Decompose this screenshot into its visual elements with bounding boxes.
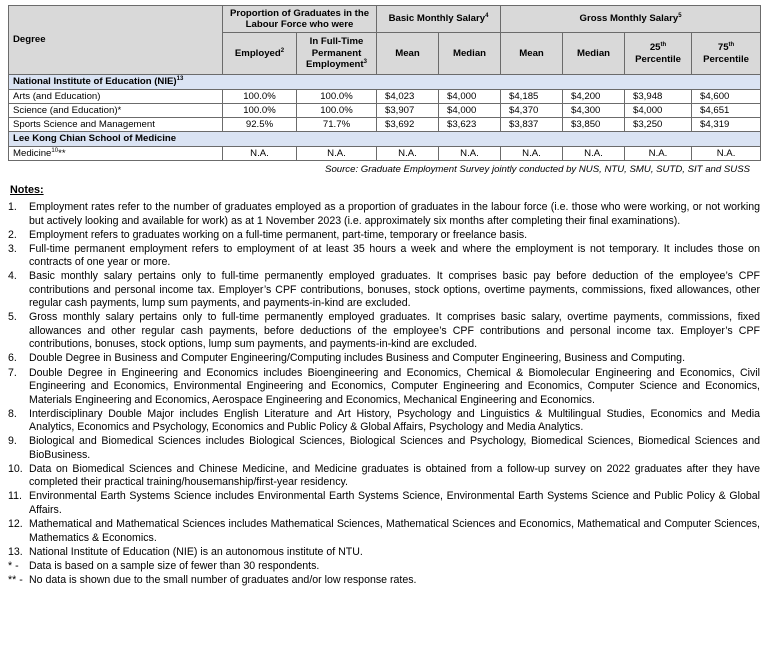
note-number: 13. [8,545,23,558]
note-text: Mathematical and Mathematical Sciences includes Mathematical Sciences, Mathematical Sciences and Economics, Mathematical and Computer Sciences, Mathematics & Economics. [29,518,760,544]
note-number: 1. [8,201,17,213]
note-item [8,518,760,545]
header-gross-mean: Mean [501,33,563,75]
section-title: Lee Kong Chian School of Medicine [9,132,761,147]
gross-p75-cell: $4,319 [692,118,761,132]
gross-p25-cell: $4,000 [625,104,692,118]
basic-mean-cell: $4,023 [377,90,439,104]
gross-p75-cell: $4,600 [692,90,761,104]
basic-median-cell: $3,623 [439,118,501,132]
header-gross-salary-group: Gross Monthly Salary$^5$ [501,6,761,33]
employed-cell: N.A. [223,147,297,161]
gross-median-cell: $4,200 [563,90,625,104]
table-row [9,104,761,118]
header-basic-mean: Mean [377,33,439,75]
note-text: Double Degree in Business and Computer Engineering/Computing includes Business and Computer Engineering, Business and Computing. [29,352,686,365]
header-degree: Degree [9,6,223,75]
notes-title: Notes: [10,184,44,196]
header-gross-p25: 25th Percentile [625,33,692,75]
basic-mean-cell: N.A. [377,147,439,161]
note-text: Double Degree in Engineering and Economics includes Bioengineering and Economics, Chemical & Biomolecular Engineering and Economics, Civil Engineering and Economics, Environmental Engineering and Economics, Computer Engineering and Economics, Computer Science and Economics, Materials Engineering and Economics, Aerospace Engineering and Economics, Mechanical Engineering and Economics. [29,366,760,406]
note-item [8,490,760,517]
header-basic-salary-group: Basic Monthly Salary$^4$ [377,6,501,33]
header-fulltime: In Full-Time Permanent Employment$^3$ [297,33,377,75]
section-row [9,75,761,90]
source-note: Source: Graduate Employment Survey jointly conducted by NUS, NTU, SMU, SUTD, SIT and SUSS [325,164,750,175]
fulltime-cell: 100.0% [297,90,377,104]
note-text: No data is shown due to the small number of graduates and/or low response rates. [29,573,417,586]
degree-cell: Medicine$^{10}$** [9,147,223,161]
fulltime-cell: 100.0% [297,104,377,118]
note-text: Interdisciplinary Double Major includes English Literature and Art History, Psychology and Linguistics & Multilingual Studies, Economics and Media Analytics, Economics and Psychology, Economics and Public Policy & Global Affairs, Psychology and Media Analytics. [29,407,760,434]
header-proportion-group: Proportion of Graduates in the Labour Force who were [223,6,377,33]
note-text: Gross monthly salary pertains only to full-time permanently employed graduates. It comprises basic salary, overtime payments, commissions, fixed allowances and other regular cash payments, before deductions of the employee’s CPF contributions and personal income tax. Employer’s CPF contributions, bonuses, stock options, lump sum payments, and payments-in-kind are excluded. [29,311,760,351]
note-number: 6. [8,352,17,365]
header-gross-p75: 75th Percentile [692,33,761,75]
fulltime-cell: 71.7% [297,118,377,132]
table-row [9,147,761,161]
header-gross-median: Median [563,33,625,75]
gross-p75-cell: $4,651 [692,104,761,118]
degree-cell: Science (and Education)* [9,104,223,118]
graduate-employment-table [8,5,761,161]
note-number: 2. [8,228,17,241]
note-number: 3. [8,242,17,255]
document-page [8,5,760,588]
note-text: Biological and Biomedical Sciences includes Biological Sciences, Biological Sciences and Psychology, Biomedical Sciences, Biomedical Sciences and BioBusiness. [29,435,760,461]
table-row [9,118,761,132]
note-text: National Institute of Education (NIE) is an autonomous institute of NTU. [29,545,363,558]
notes-list [8,201,760,587]
note-number: ** - [8,573,23,586]
basic-median-cell: $4,000 [439,104,501,118]
note-number: 11. [8,490,22,503]
note-item [8,367,760,408]
gross-mean-cell: $4,185 [501,90,563,104]
note-item [8,408,760,435]
header-basic-median: Median [439,33,501,75]
basic-mean-cell: $3,692 [377,118,439,132]
gross-median-cell: $4,300 [563,104,625,118]
note-number: 10. [8,462,23,475]
fulltime-cell: N.A. [297,147,377,161]
note-text: Full-time permanent employment refers to employment of at least 35 hours a week and where the employment is not temporary. It includes those on contracts of one year or more. [29,242,760,269]
gross-median-cell: $3,850 [563,118,625,132]
note-text: Data on Biomedical Sciences and Chinese Medicine, and Medicine graduates is obtained from a follow-up survey on 2022 graduates after they have completed their practical training/housemanship/first-year residency. [29,462,760,489]
note-item [8,201,760,228]
note-text: Basic monthly salary pertains only to full-time permanently employed graduates. It comprises basic pay before deduction of the employee’s CPF contributions and personal income tax. Employer’s CPF contributions, bonuses, stock options, overtime payments, commissions, fixed allowances, other regular cash payments, lump sum payments, and payments-in-kind are excluded. [29,270,760,310]
header-employed: Employed$^2$ [223,33,297,75]
note-number: 4. [8,270,17,283]
basic-median-cell: N.A. [439,147,501,161]
note-number: 8. [8,407,17,420]
note-item [8,352,760,366]
note-number: * - [8,559,19,572]
note-item [8,243,760,270]
degree-cell: Arts (and Education) [9,90,223,104]
table-row [9,90,761,104]
employed-cell: 100.0% [223,90,297,104]
note-text: Environmental Earth Systems Science includes Environmental Earth Systems Science, Environmental Earth Systems Science and Public Policy & Global Affairs. [29,490,760,516]
gross-mean-cell: N.A. [501,147,563,161]
note-item [8,311,760,352]
note-item [8,574,760,588]
degree-cell: Sports Science and Management [9,118,223,132]
note-item [8,463,760,490]
gross-median-cell: N.A. [563,147,625,161]
gross-p25-cell: $3,250 [625,118,692,132]
note-item [8,435,760,462]
gross-mean-cell: $4,370 [501,104,563,118]
note-text: Data is based on a sample size of fewer than 30 respondents. [29,559,320,572]
note-item [8,546,760,560]
gross-p75-cell: N.A. [692,147,761,161]
note-number: 7. [8,366,17,379]
note-item [8,270,760,311]
note-text: Employment rates refer to the number of graduates employed as a proportion of graduates in the labour force (i.e. those who were working, or not working but actively looking and available for work) as at 1 November 2023 (i.e. approximately six months after completing their final examinations). [29,201,760,227]
section-title: National Institute of Education (NIE)$^{13}$ [9,75,761,90]
basic-mean-cell: $3,907 [377,104,439,118]
section-row [9,132,761,147]
gross-mean-cell: $3,837 [501,118,563,132]
note-number: 5. [8,311,17,324]
note-number: 9. [8,435,17,448]
note-item [8,560,760,574]
note-text: Employment refers to graduates working on a full-time permanent, part-time, temporary or freelance basis. [29,228,528,241]
gross-p25-cell: $3,948 [625,90,692,104]
basic-median-cell: $4,000 [439,90,501,104]
note-number: 12. [8,518,23,531]
employed-cell: 92.5% [223,118,297,132]
employed-cell: 100.0% [223,104,297,118]
gross-p25-cell: N.A. [625,147,692,161]
note-item [8,229,760,243]
